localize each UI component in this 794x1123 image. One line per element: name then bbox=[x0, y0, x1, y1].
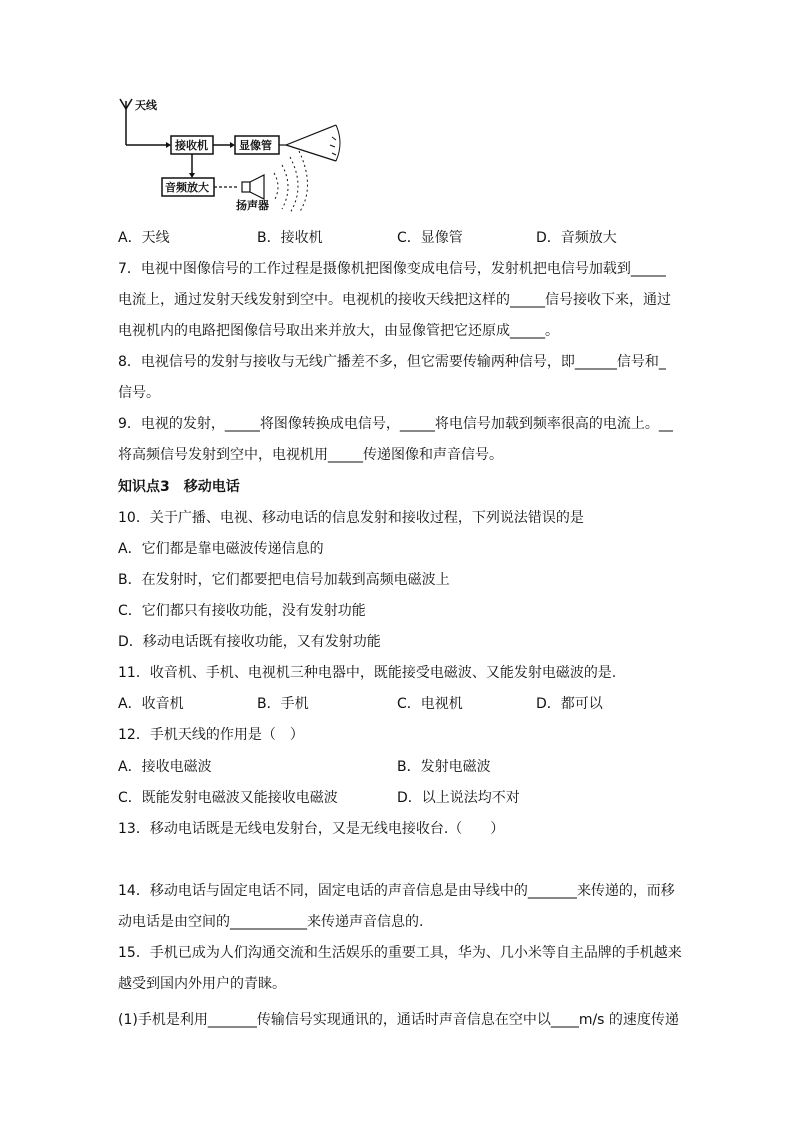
speaker-icon bbox=[242, 175, 264, 199]
q12-option-d[interactable]: D．以上说法均不对 bbox=[397, 790, 520, 806]
antenna-icon bbox=[120, 99, 132, 145]
q11-option-b[interactable]: B．手机 bbox=[257, 696, 309, 712]
q15-line-3: (1)手机是利用_______传输信号实现通讯的，通话时声音信息在空中以____m/s 的速度传递 bbox=[118, 1012, 679, 1028]
sound-waves-icon bbox=[274, 151, 308, 213]
q11-option-d[interactable]: D．都可以 bbox=[536, 696, 603, 712]
q8-line-2: 信号。 bbox=[118, 385, 160, 401]
q11-option-a[interactable]: A．收音机 bbox=[118, 696, 184, 712]
q9-line-1: 9．电视的发射，_____将图像转换成电信号，_____将电信号加载到频率很高的电流上。__ bbox=[118, 416, 673, 432]
q10-stem: 10．关于广播、电视、移动电话的信息发射和接收过程，下列说法错误的是 bbox=[118, 510, 584, 526]
speaker-label: 扬声器 bbox=[236, 199, 269, 212]
q7-line-2: 电流上，通过发射天线发射到空中。电视机的接收天线把这样的_____信号接收下来，通过 bbox=[118, 292, 671, 308]
antenna-label: 天线 bbox=[135, 99, 157, 112]
tv-receiver-diagram bbox=[118, 95, 358, 215]
q10-option-b[interactable]: B．在发射时，它们都要把电信号加载到高频电磁波上 bbox=[118, 572, 450, 588]
q9-line-2: 将高频信号发射到空中，电视机用_____传递图像和声音信号。 bbox=[118, 447, 503, 463]
q11-option-c[interactable]: C．电视机 bbox=[397, 696, 463, 712]
q6-option-d[interactable]: D．音频放大 bbox=[536, 230, 617, 246]
q14-line-1: 14．移动电话与固定电话不同，固定电话的声音信息是由导线中的_______来传递的，而移 bbox=[118, 883, 675, 899]
display-tube-label: 显像管 bbox=[239, 139, 272, 152]
q7-line-3: 电视机内的电路把图像信号取出来并放大，由显像管把它还原成_____。 bbox=[118, 323, 559, 339]
q12-option-a[interactable]: A．接收电磁波 bbox=[118, 759, 212, 775]
q13-stem: 13．移动电话既是无线电发射台，又是无线电接收台.（ ） bbox=[118, 821, 505, 837]
q12-option-c[interactable]: C．既能发射电磁波又能接收电磁波 bbox=[118, 790, 338, 806]
q6-option-a[interactable]: A．天线 bbox=[118, 230, 170, 246]
q12-stem: 12．手机天线的作用是（ ） bbox=[118, 727, 304, 743]
q14-line-2: 动电话是由空间的___________来传递声音信息的. bbox=[118, 914, 424, 930]
q6-option-b[interactable]: B．接收机 bbox=[257, 230, 323, 246]
amplifier-label: 音频放大 bbox=[165, 181, 209, 194]
q10-option-d[interactable]: D．移动电话既有接收功能，又有发射功能 bbox=[118, 634, 381, 650]
q12-option-b[interactable]: B．发射电磁波 bbox=[397, 759, 491, 775]
q15-line-1: 15．手机已成为人们沟通交流和生活娱乐的重要工具，华为、几小米等自主品牌的手机越来 bbox=[118, 945, 682, 961]
q6-option-c[interactable]: C．显像管 bbox=[397, 230, 463, 246]
q15-line-2: 越受到国内外用户的青睐。 bbox=[118, 976, 286, 992]
q10-option-c[interactable]: C．它们都只有接收功能，没有发射功能 bbox=[118, 603, 366, 619]
display-beam-icon bbox=[279, 125, 340, 161]
q11-stem: 11．收音机、手机、电视机三种电器中，既能接受电磁波、又能发射电磁波的是. bbox=[118, 665, 617, 681]
q7-line-1: 7．电视中图像信号的工作过程是摄像机把图像变成电信号，发射机把电信号加载到_____ bbox=[118, 261, 666, 277]
section-heading: 知识点3 移动电话 bbox=[118, 479, 240, 495]
q8-line-1: 8．电视信号的发射与接收与无线广播差不多，但它需要传输两种信号，即______信号和_ bbox=[118, 354, 666, 370]
receiver-label: 接收机 bbox=[175, 139, 208, 152]
q10-option-a[interactable]: A．它们都是靠电磁波传递信息的 bbox=[118, 541, 324, 557]
